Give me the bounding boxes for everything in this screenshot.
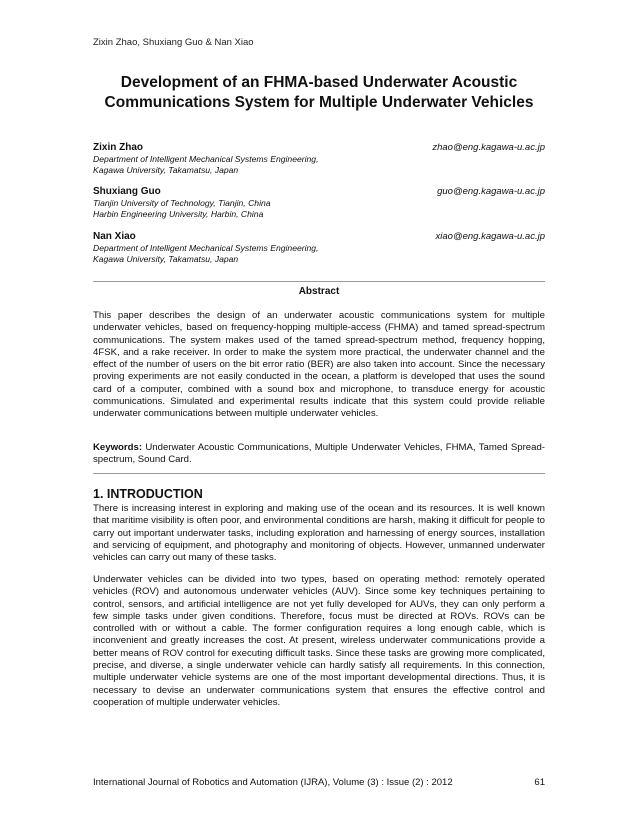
author-block-2 (93, 185, 545, 220)
author-email: zhao@eng.kagawa-u.ac.jp (432, 142, 545, 153)
author-affiliation: Department of Intelligent Mechanical Systems Engineering, (93, 243, 319, 253)
author-affiliation: Kagawa University, Takamatsu, Japan (93, 165, 239, 175)
author-name: Zixin Zhao (93, 142, 143, 153)
page-number: 61 (534, 777, 545, 788)
author-name: Shuxiang Guo (93, 186, 161, 197)
divider-top (93, 281, 545, 282)
divider-bottom (93, 473, 545, 474)
abstract-text: This paper describes the design of an underwater acoustic communications system for multiple underwater vehicles, based on frequency-hopping multiple-access (FHMA) and tamed spread-spectrum communications. The system makes used of the tamed spread-spectrum method, frequency hopping, 4FSK, and a rake receiver. In order to make the system more practical, the underwater channel and the effect of the number of users on the bit error ratio (BER) are also taken into account. Since the necessary proving experiments are not easily conducted in the ocean, a platform is developed that uses the sound card of a computer, combined with a sound box and microphone, to transduce energy for acoustic communications. Simulated and experimental results indicate that this system could provide reliable underwater communications between multiple underwater vehicles. (93, 310, 545, 420)
author-block-1 (93, 141, 545, 176)
section-heading: 1. INTRODUCTION (93, 487, 203, 501)
author-email: xiao@eng.kagawa-u.ac.jp (435, 231, 545, 242)
journal-citation: International Journal of Robotics and Automation (IJRA), Volume (3) : Issue (2) : 2012 (93, 777, 453, 788)
author-affiliation: Tianjin University of Technology, Tianjin, China (93, 198, 271, 208)
author-affiliation: Kagawa University, Takamatsu, Japan (93, 254, 239, 264)
intro-paragraph-1: There is increasing interest in exploring and making use of the ocean and its resources. It is well known that maritime visibility is often poor, and environmental conditions are harsh, making it difficult for people to carry out important underwater tasks, including exploration and harnessing of energy sources, installation and servicing of equipment, and photography and monitoring of objects. However, unmanned underwater vehicles can carry out many of these tasks. (93, 503, 545, 564)
paper-title: Development of an FHMA-based Underwater Acoustic Communications System for Multiple Underwater Vehicles (104, 74, 534, 111)
author-affiliation: Department of Intelligent Mechanical Systems Engineering, (93, 154, 319, 164)
author-affiliation: Harbin Engineering University, Harbin, China (93, 209, 264, 219)
keywords (93, 442, 545, 467)
running-head: Zixin Zhao, Shuxiang Guo & Nan Xiao (93, 37, 254, 48)
intro-paragraph-2: Underwater vehicles can be divided into two types, based on operating method: remotely operated vehicles (ROV) and autonomous underwater vehicles (AUV). Since some key techniques pertaining to control, sensors, and artificial intelligence are not yet fully developed for AUVs, they can only perform a few simple tasks under given conditions. Therefore, focus must be directed at ROVs. ROVs can be controlled with or without a cable. The former configuration requires a long enough cable, which is inconvenient and greatly increases the cost. At present, wireless underwater communications provide a better means of ROV control for executing difficult tasks. Since these tasks are growing more complicated, precise, and diverse, a single underwater vehicle can hardly satisfy all requirements. In this connection, multiple underwater vehicle systems are one of the most important developmental directions. Thus, it is necessary to devise an underwater communications system that ensures the effective control and cooperation of multiple underwater vehicles. (93, 574, 545, 708)
author-name: Nan Xiao (93, 231, 136, 242)
author-block-3 (93, 230, 545, 265)
page-footer (93, 777, 545, 788)
author-email: guo@eng.kagawa-u.ac.jp (437, 186, 545, 197)
abstract-heading: Abstract (298, 286, 340, 297)
keywords-label: Keywords: (93, 442, 143, 453)
keywords-text: Underwater Acoustic Communications, Multiple Underwater Vehicles, FHMA, Tamed Spread-spectrum, Sound Card. (93, 442, 545, 466)
